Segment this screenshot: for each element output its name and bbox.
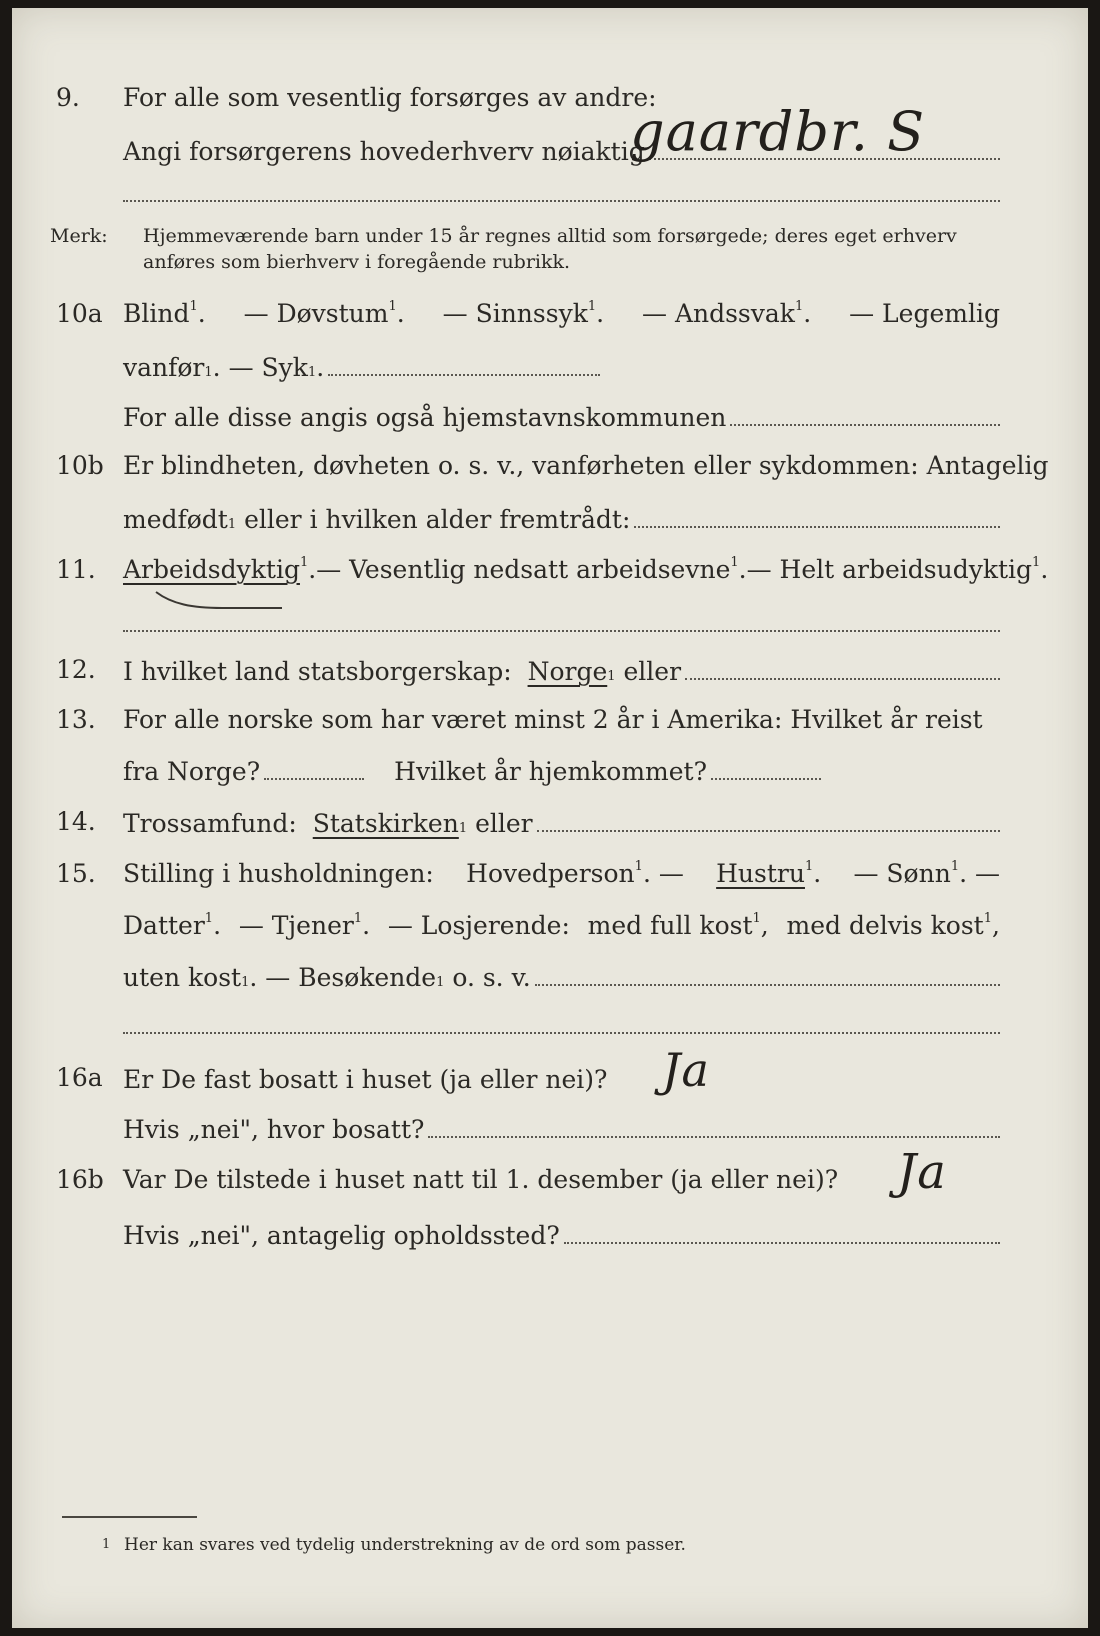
q16a-bosatt-field[interactable] <box>428 1108 1000 1138</box>
q9-line2 <box>12 130 1088 170</box>
q13-line2 <box>12 750 1088 790</box>
option-hustru[interactable]: Hustru <box>716 859 805 888</box>
q10a-hjemstavn-label: For alle disse angis også hjemstavnskommunen <box>123 403 727 432</box>
option-medfodt[interactable]: medfødt <box>123 505 228 534</box>
footnote-text: Her kan svares ved tydelig understrekning av de ord som passer. <box>124 1535 686 1555</box>
q15-line1: 15. Stilling i husholdningen: Hovedperson$^1$. — Hustru$^1$. — Sønn$^1$. — <box>12 854 1088 894</box>
option-full-kost[interactable]: med full kost <box>587 911 753 940</box>
q15-extra-line <box>123 1032 1000 1034</box>
q11-line1: 11. Arbeidsdyktig$^1$. — Vesentlig nedsatt arbeidsevne$^1$. — Helt arbeidsudyktig$^1$. <box>12 550 1088 590</box>
q9-extra-line <box>123 200 1000 202</box>
option-andssvak[interactable]: — Andssvak <box>642 299 795 328</box>
option-statskirken[interactable]: Statskirken <box>312 809 459 838</box>
q11-number: 11. <box>56 555 96 584</box>
option-vanfor[interactable]: vanfør <box>123 353 205 382</box>
q15-line3: uten kost 1 . — Besøkende 1 o. s. v. <box>12 956 1088 996</box>
q14-line: 14. Trossamfund: Statskirken 1 eller <box>12 802 1088 842</box>
q9-number: 9. <box>56 83 80 112</box>
q10a-number: 10a <box>56 299 103 328</box>
option-uten-kost[interactable]: uten kost <box>123 963 242 992</box>
option-nedsatt[interactable]: — Vesentlig nedsatt arbeidsevne <box>316 555 731 584</box>
q13-reist-label: fra Norge? <box>123 757 261 786</box>
q16a-line1 <box>12 1058 1088 1098</box>
q12-field[interactable] <box>685 650 1000 680</box>
option-hovedperson[interactable]: Hovedperson <box>466 859 635 888</box>
q13-hjemkommet-label: Hvilket år hjemkommet? <box>394 757 708 786</box>
q10a-line1: 10a Blind$^1$. — Døvstum$^1$. — Sinnssyk$^1$. — Andssvak$^1$. — Legemlig <box>12 294 1088 334</box>
q10b-question: Er blindheten, døvheten o. s. v., vanførheten eller sykdommen: Antagelig <box>123 451 1049 480</box>
footnote-rule <box>62 1516 197 1518</box>
q9-label: Angi forsørgerens hovederhverv nøiaktig <box>123 137 645 166</box>
q10a-line2: vanfør 1 . — Syk 1 . <box>12 346 1088 386</box>
q10a-hjemstavn-field[interactable] <box>730 396 1000 426</box>
option-syk[interactable]: — Syk <box>228 353 308 382</box>
option-tjener[interactable]: — Tjener <box>238 911 354 940</box>
option-udyktig[interactable]: — Helt arbeidsudyktig <box>746 555 1033 584</box>
q16a-number: 16a <box>56 1063 103 1092</box>
q16b-opholdssted-field[interactable] <box>564 1214 1000 1244</box>
footnote-mark: 1 <box>102 1537 111 1552</box>
q11-extra-line <box>123 630 1000 632</box>
option-delvis-kost[interactable]: med delvis kost <box>786 911 984 940</box>
q16b-handwritten-answer: Ja <box>897 1144 947 1200</box>
footnote <box>102 1533 686 1557</box>
q12-question: I hvilket land statsborgerskap: <box>123 657 512 686</box>
q12-eller: eller <box>623 657 682 686</box>
q10b-line1 <box>12 446 1088 486</box>
q10b-number: 10b <box>56 451 104 480</box>
q15-label: Stilling i husholdningen: <box>123 859 434 888</box>
q10b-rest: eller i hvilken alder fremtrådt: <box>244 505 631 534</box>
q10b-line2: medfødt 1 eller i hvilken alder fremtrådt: <box>12 498 1088 538</box>
q16b-opholdssted-label: Hvis „nei", antagelig opholdssted? <box>123 1221 560 1250</box>
q16a-handwritten-answer: Ja <box>662 1043 710 1097</box>
q12-line: 12. I hvilket land statsborgerskap: Norge 1 eller <box>12 650 1088 690</box>
option-legemlig[interactable]: — Legemlig <box>849 299 1000 328</box>
q9-question: For alle som vesentlig forsørges av andre: <box>123 83 657 112</box>
option-blind[interactable]: Blind <box>123 299 190 328</box>
q16a-question: Er De fast bosatt i huset (ja eller nei)? <box>123 1065 608 1094</box>
q15-field[interactable] <box>535 956 1000 986</box>
q10b-field[interactable] <box>634 498 1000 528</box>
option-datter[interactable]: Datter <box>123 911 205 940</box>
q13-line1 <box>12 700 1088 740</box>
merk-text1: Hjemmeværende barn under 15 år regnes alltid som forsørgede; deres eget erhverv <box>143 225 957 247</box>
q15-line2: Datter$^1$. — Tjener$^1$. — Losjerende: med full kost$^1$, med delvis kost$^1$, <box>12 906 1088 946</box>
q14-number: 14. <box>56 807 96 836</box>
option-dovstum[interactable]: — Døvstum <box>243 299 389 328</box>
option-arbeidsdyktig[interactable]: Arbeidsdyktig <box>123 555 300 584</box>
option-norge[interactable]: Norge <box>527 657 608 686</box>
census-form-page <box>12 8 1088 1628</box>
option-besokende[interactable]: — Besøkende <box>265 963 437 992</box>
q14-field[interactable] <box>537 802 1000 832</box>
q13-reist-field[interactable] <box>264 750 364 780</box>
option-losjerende[interactable]: — Losjerende: <box>387 911 570 940</box>
merk-text2: anføres som bierhverv i foregående rubrikk. <box>143 251 571 273</box>
q9-handwritten-answer: gaardbr. S <box>630 100 926 163</box>
q16b-question: Var De tilstede i huset natt til 1. desember (ja eller nei)? <box>123 1165 839 1194</box>
q10a-line3 <box>12 396 1088 436</box>
q16b-line2 <box>12 1214 1088 1254</box>
merk-line1 <box>12 222 1088 250</box>
q13-hjemkommet-field[interactable] <box>711 750 821 780</box>
q15-number: 15. <box>56 859 96 888</box>
q15-osv: o. s. v. <box>452 963 531 992</box>
q16a-bosatt-label: Hvis „nei", hvor bosatt? <box>123 1115 425 1144</box>
q13-question: For alle norske som har været minst 2 år i Amerika: Hvilket år reist <box>123 705 983 734</box>
merk-label: Merk: <box>50 225 108 247</box>
handwritten-underline-mark <box>152 586 292 616</box>
merk-line2 <box>12 248 1088 276</box>
q12-number: 12. <box>56 655 96 684</box>
q16a-line2 <box>12 1108 1088 1148</box>
q14-eller: eller <box>475 809 533 838</box>
q10a-syk-field[interactable] <box>328 346 600 376</box>
q14-label: Trossamfund: <box>123 809 297 838</box>
option-sonn[interactable]: — Sønn <box>853 859 951 888</box>
q9-line1 <box>12 78 1088 118</box>
q16b-number: 16b <box>56 1165 104 1194</box>
option-sinnssyk[interactable]: — Sinnssyk <box>442 299 588 328</box>
q13-number: 13. <box>56 705 96 734</box>
